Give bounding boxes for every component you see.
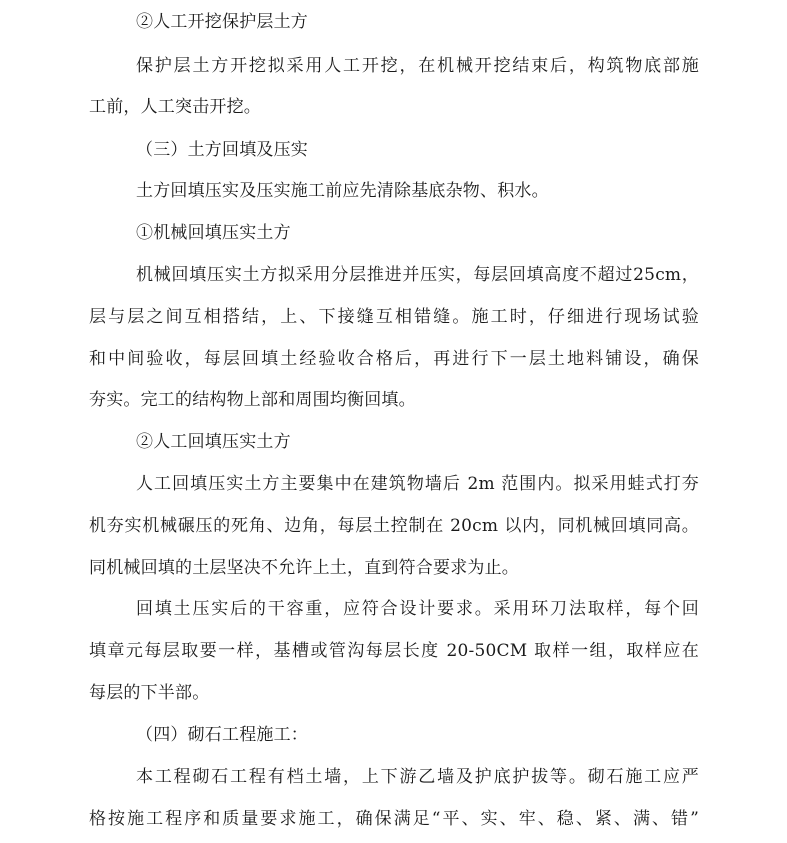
paragraph-line: 回填土压实后的干容重，应符合设计要求。采用环刀法取样，每个回: [136, 599, 699, 619]
paragraph-line: 机械回填压实土方拟采用分层推进并压实，每层回填高度不超过25cm，: [136, 265, 699, 285]
paragraph-line: 夯实。完工的结构物上部和周围均衡回填。: [89, 390, 416, 410]
paragraph-line: 层与层之间互相搭结，上、下接缝互相错缝。施工时，仔细进行现场试验: [89, 307, 699, 327]
paragraph-line: 同机械回填的土层坚决不允许上土，直到符合要求为止。: [89, 558, 519, 578]
paragraph-line: 和中间验收，每层回填土经验收合格后，再进行下一层土地料铺设，确保: [89, 349, 699, 369]
section-heading-masonry: （四）砌石工程施工：: [136, 725, 308, 745]
paragraph-line: 格按施工程序和质量要求施工，确保满足“平、实、牢、稳、紧、满、错”: [89, 809, 699, 829]
paragraph-line: 机夯实机械碾压的死角、边角，每层土控制在 20cm 以内，同机械回填同高。: [89, 516, 699, 536]
paragraph-line: 人工回填压实土方主要集中在建筑物墙后 2m 范围内。拟采用蛙式打夯: [136, 474, 699, 494]
paragraph-line: 土方回填压实及压实施工前应先清除基底杂物、积水。: [136, 181, 549, 201]
paragraph-line: 填章元每层取要一样，基槽或管沟每层长度 20-50CM 取样一组，取样应在: [89, 641, 699, 661]
subheading-manual-backfill: ②人工回填压实土方: [136, 432, 291, 452]
paragraph-line: 保护层土方开挖拟采用人工开挖，在机械开挖结束后，构筑物底部施: [136, 56, 699, 76]
paragraph-line: 工前，人工突击开挖。: [89, 97, 261, 117]
paragraph-line: 每层的下半部。: [89, 683, 210, 703]
paragraph-line: 本工程砌石工程有档土墙，上下游乙墙及护底护拔等。砌石施工应严: [136, 767, 699, 787]
subheading-mechanical-backfill: ①机械回填压实土方: [136, 223, 291, 243]
subheading-manual-excavation: ②人工开挖保护层土方: [136, 12, 308, 32]
section-heading-backfill: （三）土方回填及压实: [136, 140, 308, 160]
